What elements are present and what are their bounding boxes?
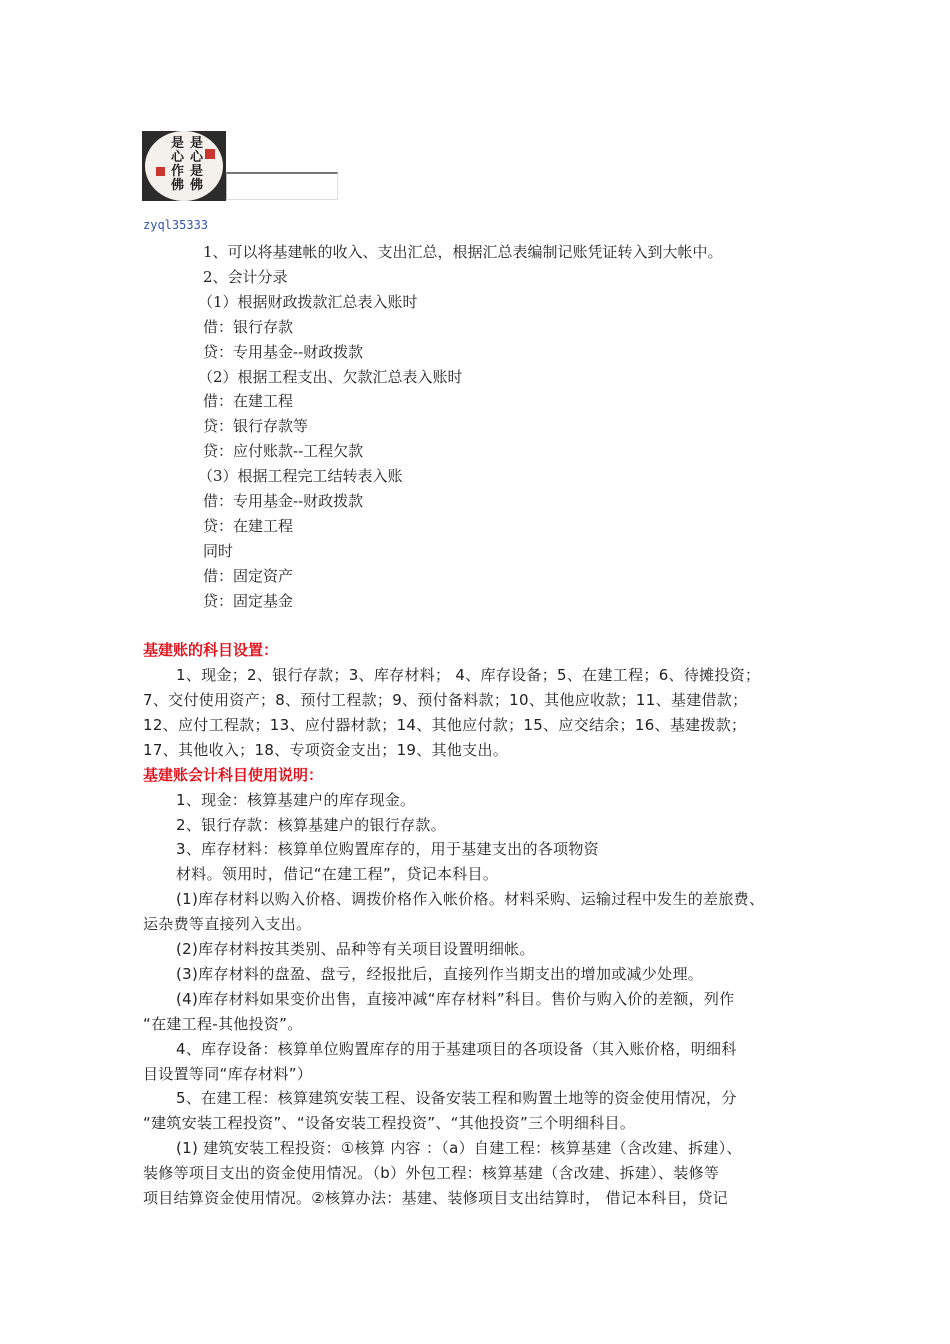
seal-char: 是 xyxy=(190,136,204,151)
entry-line: 借：银行存款 xyxy=(203,318,294,336)
section-line: (1) 建筑安装工程投资：①核算 内容 ：（a）自建工程：核算基建（含改建、拆建）、 xyxy=(176,1139,742,1157)
username[interactable]: zyql35333 xyxy=(143,218,209,232)
seal-char: 作 xyxy=(171,164,185,179)
entry-line: 借：固定资产 xyxy=(203,567,294,585)
entry-line: 贷：固定基金 xyxy=(203,592,294,610)
section-line: 1、现金；2、银行存款；3、库存材料； 4、库存设备；5、在建工程；6、待摊投资； xyxy=(176,666,761,684)
entry-line: 贷：应付账款--工程欠款 xyxy=(203,442,364,460)
section-line: 运杂费等直接列入支出。 xyxy=(143,915,312,933)
section-line: (1)库存材料以购入价格、调拨价格作入帐价格。材料采购、运输过程中发生的差旅费、 xyxy=(176,890,765,908)
entry-line: （1）根据财政拨款汇总表入账时 xyxy=(198,293,418,311)
section-line: 1、现金：核算基建户的库存现金。 xyxy=(176,791,416,809)
avatar xyxy=(142,131,226,201)
seal-char: 是 xyxy=(171,136,185,151)
section-line: “建筑安装工程投资”、“设备安装工程投资”、“其他投资”三个明细科目。 xyxy=(143,1114,636,1132)
seal-char: 心 xyxy=(190,150,204,165)
entry-line: 同时 xyxy=(203,542,234,560)
seal-char: 佛 xyxy=(171,178,185,193)
section-heading: 基建账会计科目使用说明： xyxy=(143,766,324,784)
section-line: 12、应付工程款；13、应付器材款；14、其他应付款；15、应交结余；16、基建拨款； xyxy=(143,716,747,734)
section-line: 17、其他收入；18、专项资金支出；19、其他支出。 xyxy=(143,741,509,759)
section-line: (2)库存材料按其类别、品种等有关项目设置明细帐。 xyxy=(176,940,535,958)
section-line: 材料。领用时，借记“在建工程”，贷记本科目。 xyxy=(176,865,499,883)
section-line: 目设置等同“库存材料”） xyxy=(143,1065,313,1083)
seal-char: 佛 xyxy=(190,178,204,193)
entry-line: 借：专用基金--财政拨款 xyxy=(203,492,364,510)
section-line: 项目结算资金使用情况。②核算办法：基建、装修项目支出结算时， 借记本科目，贷记 xyxy=(143,1189,728,1207)
entry-line: 2、会计分录 xyxy=(203,268,288,286)
section-line: 装修等项目支出的资金使用情况。（b）外包工程：核算基建（含改建、拆建）、装修等 xyxy=(143,1164,720,1182)
entry-line: 贷：专用基金--财政拨款 xyxy=(203,343,364,361)
section-line: “在建工程-其他投资”。 xyxy=(143,1015,303,1033)
section-line: 7、交付使用资产；8、预付工程款；9、预付备料款；10、其他应收款；11、基建借款； xyxy=(143,691,748,709)
red-stamp-icon xyxy=(205,149,215,159)
seal-char: 是 xyxy=(190,164,204,179)
section-line: (3)库存材料的盘盈、盘亏，经报批后，直接列作当期支出的增加或减少处理。 xyxy=(176,965,704,983)
red-stamp-icon xyxy=(156,167,165,176)
entry-line: （3）根据工程完工结转表入账 xyxy=(198,467,403,485)
entry-line: 贷：银行存款等 xyxy=(203,417,309,435)
section-line: 4、库存设备：核算单位购置库存的用于基建项目的各项设备（其入账价格，明细科 xyxy=(176,1040,737,1058)
entry-line: 借：在建工程 xyxy=(203,392,294,410)
entry-line: 贷：在建工程 xyxy=(203,517,294,535)
section-line: 3、库存材料：核算单位购置库存的，用于基建支出的各项物资 xyxy=(176,840,599,858)
entry-line: （2）根据工程支出、欠款汇总表入账时 xyxy=(198,368,463,386)
section-line: 5、在建工程：核算建筑安装工程、设备安装工程和购置土地等的资金使用情况，分 xyxy=(176,1089,737,1107)
section-heading: 基建账的科目设置： xyxy=(143,641,279,659)
entry-line: 1、可以将基建帐的收入、支出汇总，根据汇总表编制记账凭证转入到大帐中。 xyxy=(203,243,723,261)
seal-char: 心 xyxy=(171,150,185,165)
name-box xyxy=(226,172,338,200)
section-line: (4)库存材料如果变价出售，直接冲减“库存材料”科目。售价与购入价的差额，列作 xyxy=(176,990,735,1008)
section-line: 2、银行存款：核算基建户的银行存款。 xyxy=(176,816,446,834)
